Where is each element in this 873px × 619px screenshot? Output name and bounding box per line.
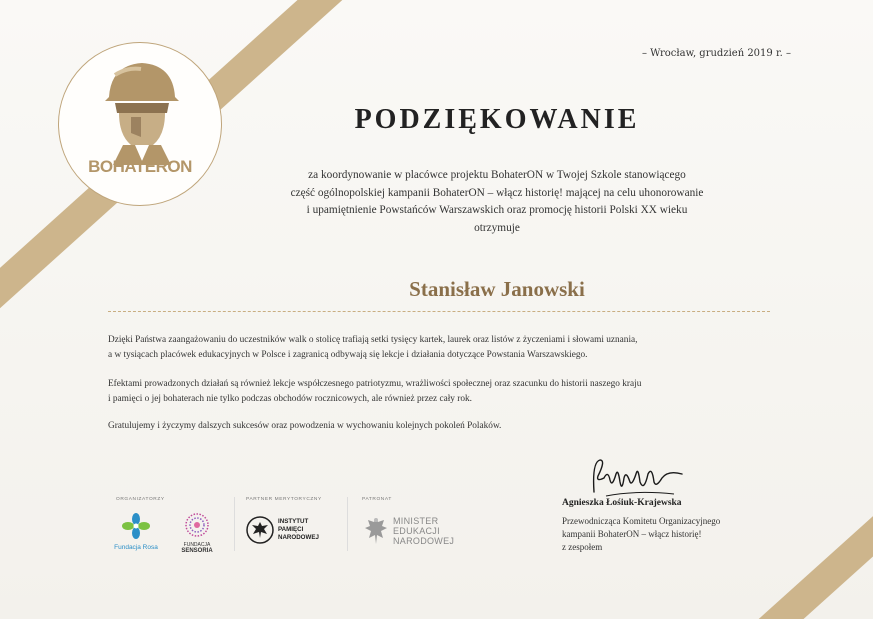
- eagle-emblem-icon: [246, 516, 274, 544]
- fundacja-sensoria-logo: [178, 512, 216, 554]
- intro-line: część ogólnopolskiej kampanii BohaterON – włącz historię! mającej na celu uhonorowanie: [290, 186, 704, 199]
- gold-diagonal-stripe-bottom: [723, 477, 873, 619]
- intro-text: [232, 167, 762, 237]
- ipn-name-line: INSTYTUT: [278, 518, 309, 525]
- organizers-label: ORGANIZATORZY: [116, 497, 165, 502]
- sensoria-name-line: SENSORIA: [181, 548, 213, 554]
- rosa-name: Fundacja Rosa: [114, 544, 158, 551]
- intro-line: otrzymuje: [474, 221, 520, 234]
- ipn-name: [278, 518, 319, 542]
- section-divider: [347, 497, 348, 551]
- rosa-flower-icon: [121, 512, 151, 540]
- men-name-line: EDUKACJI: [393, 526, 440, 536]
- partner-label: PARTNER MERYTORYCZNY: [246, 497, 322, 502]
- handwritten-signature: [586, 452, 686, 500]
- fundacja-rosa-logo: [112, 512, 160, 551]
- place-date: – Wrocław, grudzień 2019 r. –: [641, 48, 791, 59]
- sensoria-name: [178, 542, 216, 554]
- paragraph-line: Gratulujemy i życzymy dalszych sukcesów oraz powodzenia w wychowaniu kolejnych pokoleń Polaków.: [108, 421, 502, 431]
- signer-name: Agnieszka Łośiuk-Krajewska: [562, 498, 682, 508]
- ipn-name-line: PAMIĘCI: [278, 526, 304, 533]
- men-name-line: NARODOWEJ: [393, 536, 455, 546]
- certificate-title: PODZIĘKOWANIE: [354, 104, 640, 135]
- bohateron-logo: [58, 42, 222, 206]
- paragraph-line: i pamięci o jej bohaterach nie tylko podczas obchodów rocznicowych, ale również przez cały rok.: [108, 394, 472, 404]
- patron-label: PATRONAT: [362, 497, 392, 502]
- signer-role-line: z zespołem: [562, 542, 603, 552]
- paragraph-line: Dzięki Państwa zaangażowaniu do uczestników walk o stolicę trafiają setki tysięcy kartek, laurek oraz listów z życzeniami i słowami uznania,: [108, 335, 638, 345]
- signer-role: [562, 515, 720, 554]
- sensoria-dots-icon: [184, 512, 210, 538]
- partner-section: [246, 497, 322, 502]
- ipn-logo: [246, 516, 319, 544]
- signer-role-line: Przewodnicząca Komitetu Organizacyjnego: [562, 516, 721, 526]
- intro-line: i upamiętnienie Powstańców Warszawskich oraz promocję historii Polski XX wieku: [306, 204, 688, 216]
- men-name: [393, 516, 454, 546]
- eagle-crest-icon: [364, 516, 388, 546]
- signer-role-line: kampanii BohaterON – włącz historię!: [562, 529, 702, 539]
- soldier-helmet-icon: [101, 57, 183, 165]
- paragraph-line: Efektami prowadzonych działań są również lekcje współczesnego patriotyzmu, wrażliwości społecznej oraz szacunku do historii naszego kraju: [108, 379, 642, 389]
- ipn-name-line: NARODOWEJ: [278, 534, 319, 541]
- body-paragraph: [108, 333, 778, 363]
- men-logo: [364, 516, 454, 546]
- sensoria-name-line: FUNDACJA: [183, 542, 211, 548]
- dashed-divider: [108, 311, 770, 312]
- paragraph-line: a w tysiącach placówek edukacyjnych w Polsce i zagranicą odbywają się lekcje i działania dotyczące Powstania Warszawskiego.: [108, 350, 588, 360]
- patron-section: [362, 497, 392, 502]
- logo-wordmark: BOHATERON: [88, 157, 192, 176]
- section-divider: [234, 497, 235, 551]
- men-name-line: MINISTER: [393, 516, 439, 526]
- recipient-name: Stanisław Janowski: [409, 277, 585, 301]
- organizers-section: [116, 497, 165, 502]
- intro-line: za koordynowanie w placówce projektu BohaterON w Twojej Szkole stanowiącego: [308, 169, 686, 181]
- body-paragraph: [108, 419, 778, 434]
- body-paragraph: [108, 377, 778, 407]
